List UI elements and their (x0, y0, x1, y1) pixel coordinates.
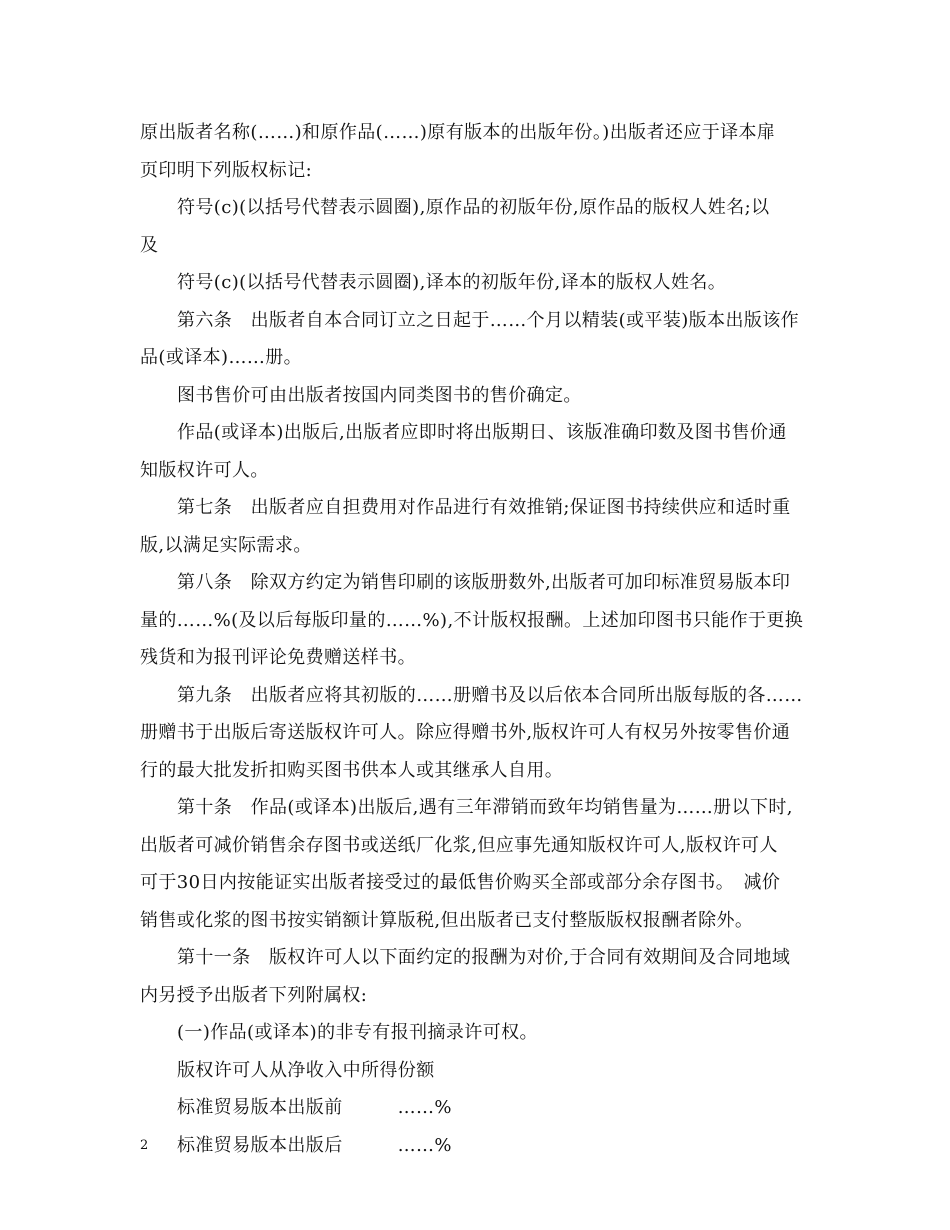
text-line: 行的最大批发折扣购买图书供本人或其继承人自用。 (140, 759, 564, 781)
text-line: 版,以满足实际需求。 (140, 534, 312, 556)
text-line: 页印明下列版权标记: (140, 159, 313, 181)
share-label: 标准贸易版本出版前 (177, 1097, 343, 1118)
text-line: 原出版者名称(……)和原作品(……)原有版本的出版年份。)出版者还应于译本扉 (140, 122, 776, 143)
page-number: 2 (140, 1138, 149, 1153)
text-line: 内另授予出版者下列附属权: (140, 984, 368, 1006)
article-11-line: 第十一条 版权许可人以下面约定的报酬为对价,于合同有效期间及合同地域 (177, 947, 791, 968)
text-line: 销售或化浆的图书按实销额计算版税,但出版者已支付整版版权报酬者除外。 (140, 909, 754, 931)
share-row-after (140, 1127, 830, 1165)
document-body (140, 114, 830, 1164)
text-line: 出版者可减价销售余存图书或送纸厂化浆,但应事先通知版权许可人,版权许可人 (140, 834, 778, 856)
text-line: 册赠书于出版后寄送版权许可人。除应得赠书外,版权许可人有权另外按零售价通 (140, 722, 791, 743)
text-line: 及 (140, 234, 159, 256)
article-10-line: 第十条 作品(或译本)出版后,遇有三年滞销而致年均销售量为……册以下时, (177, 797, 793, 818)
text-line: 图书售价可由出版者按国内同类图书的售价确定。 (177, 384, 582, 406)
text-line: 版权许可人从净收入中所得份额 (177, 1059, 435, 1081)
share-value: ……% (397, 1134, 452, 1156)
share-label: 标准贸易版本出版后 (177, 1134, 343, 1156)
article-7-line: 第七条 出版者应自担费用对作品进行有效推销;保证图书持续供应和适时重 (177, 497, 791, 518)
article-8-line: 第八条 除双方约定为销售印刷的该版册数外,出版者可加印标准贸易版本印 (177, 572, 791, 593)
text-line: 符号(c)(以括号代替表示圆圈),原作品的初版年份,原作品的版权人姓名;以 (177, 197, 770, 218)
text-line: 量的……%(及以后每版印量的……%),不计版权报酬。上述加印图书只能作于更换 (140, 609, 804, 631)
text-line: (一)作品(或译本)的非专有报刊摘录许可权。 (177, 1022, 538, 1043)
text-line: 残货和为报刊评论免费赠送样书。 (140, 647, 416, 668)
text-line: 知版权许可人。 (140, 459, 269, 481)
text-line: 符号(c)(以括号代替表示圆圈),译本的初版年份,译本的版权人姓名。 (177, 272, 727, 293)
article-9-line: 第九条 出版者应将其初版的……册赠书及以后依本合同所出版每版的各…… (177, 684, 803, 706)
article-6-line: 第六条 出版者自本合同订立之日起于……个月以精装(或平装)版本出版该作 (177, 309, 800, 331)
share-row-before (140, 1089, 830, 1127)
text-line: 品(或译本)……册。 (140, 347, 303, 368)
text-line: 可于30日内按能证实出版者接受过的最低售价购买全部或部分余存图书。 减价 (140, 872, 781, 893)
share-value: ……% (397, 1097, 452, 1118)
text-line: 作品(或译本)出版后,出版者应即时将出版期日、该版准确印数及图书售价通 (177, 422, 787, 443)
